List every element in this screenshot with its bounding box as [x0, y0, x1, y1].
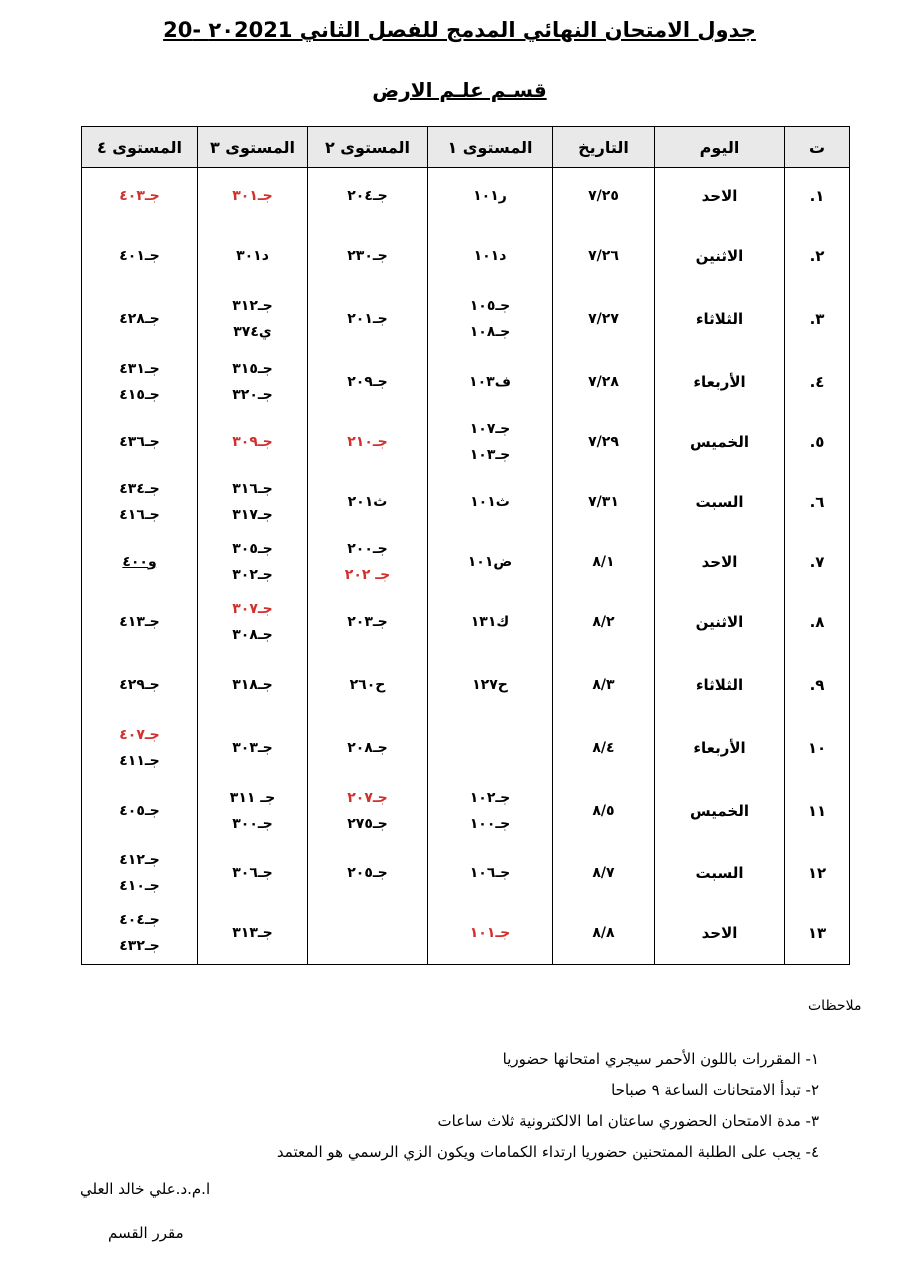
exam-schedule-table [81, 126, 850, 965]
row-day: الاحد [655, 903, 785, 965]
table-row [82, 780, 850, 843]
course-code: ض١٠١ [467, 554, 513, 570]
course-code: جـ٢٠١ [347, 311, 388, 327]
header-day: اليوم [655, 127, 785, 168]
course-code: جـ٤١٢ [119, 851, 160, 868]
row-index: ٨. [785, 591, 850, 654]
course-code: جـ٤٠٤ [119, 912, 160, 929]
course-code: جـ٢٠٣ [347, 614, 388, 630]
header-level-4: المستوى ٤ [82, 127, 198, 168]
course-code: جـ٤١١ [119, 753, 160, 769]
course-code: جـ٤١٥ [119, 387, 160, 403]
level-3-courses [198, 414, 308, 471]
level-1-courses [428, 168, 553, 225]
level-3-courses [198, 654, 308, 717]
course-code: جـ٣١٧ [232, 507, 273, 523]
course-code: جـ٢٠٩ [347, 374, 388, 390]
row-day: الأربعاء [655, 351, 785, 414]
row-index: ١٣ [785, 903, 850, 965]
row-day: الثلاثاء [655, 654, 785, 717]
course-code: و٤٠٠ [122, 554, 157, 570]
course-code: جـ٤٣٤ [119, 481, 160, 497]
level-3-courses [198, 843, 308, 903]
level-2-courses [308, 843, 428, 903]
course-code: ف١٠٣ [469, 374, 511, 390]
course-code: جـ٣١٨ [232, 677, 273, 693]
table-header-row [82, 127, 850, 168]
header-level-1: المستوى ١ [428, 127, 553, 168]
course-code: جـ٣٠٣ [232, 740, 273, 756]
notes-label: ملاحظات [808, 998, 862, 1014]
level-4-courses [82, 534, 198, 591]
level-3-courses [198, 534, 308, 591]
row-index: ٢. [785, 225, 850, 288]
course-code: جـ٣٠٧ [232, 601, 273, 617]
course-code: جـ٤٠٣ [119, 188, 160, 205]
header-level-2: المستوى ٢ [308, 127, 428, 168]
level-1-courses [428, 288, 553, 351]
course-code: جـ٣٠٩ [232, 434, 273, 450]
course-code: جـ١٠٨ [469, 324, 511, 340]
course-code: جـ١٠٣ [469, 447, 511, 463]
course-code: جـ٣٠٥ [232, 541, 273, 557]
level-1-courses [428, 471, 553, 534]
course-code: جـ١٠٦ [469, 864, 511, 881]
row-index: ٩. [785, 654, 850, 717]
course-code: ك١٣١ [470, 614, 510, 630]
course-code: جـ٣١٥ [232, 361, 273, 377]
row-day: الخميس [655, 780, 785, 843]
level-4-courses [82, 225, 198, 288]
notes-list [277, 1044, 819, 1168]
table-body [82, 168, 850, 965]
course-code: جـ٤٣٢ [119, 938, 160, 955]
level-3-courses [198, 780, 308, 843]
course-code: جـ٤١٣ [119, 614, 160, 630]
row-date: ٧/٢٩ [553, 414, 655, 471]
course-code: ر١٠١ [473, 188, 507, 205]
level-3-courses [198, 351, 308, 414]
level-4-courses [82, 351, 198, 414]
header-date: التاريخ [553, 127, 655, 168]
level-4-courses [82, 168, 198, 225]
table-row [82, 288, 850, 351]
level-2-courses [308, 903, 428, 965]
level-4-courses [82, 288, 198, 351]
row-date: ٨/٧ [553, 843, 655, 903]
row-index: ١١ [785, 780, 850, 843]
table-row [82, 903, 850, 965]
row-day: السبت [655, 843, 785, 903]
row-date: ٨/٨ [553, 903, 655, 965]
level-4-courses [82, 414, 198, 471]
table-row [82, 717, 850, 780]
course-code: جـ١٠١ [469, 925, 511, 942]
table-row [82, 534, 850, 591]
course-code: جـ٢٠٥ [347, 864, 388, 881]
row-day: السبت [655, 471, 785, 534]
row-day: الاحد [655, 534, 785, 591]
level-4-courses [82, 903, 198, 965]
course-code: جـ٣١٢ [232, 298, 273, 314]
level-1-courses [428, 780, 553, 843]
level-1-courses [428, 225, 553, 288]
course-code: جـ٣١٣ [232, 925, 273, 942]
course-code: د١٠١ [473, 248, 507, 264]
course-code: جـ٤٢٩ [119, 677, 160, 693]
signature-name: ا.م.د.علي خالد العلي [80, 1180, 211, 1198]
row-index: ٧. [785, 534, 850, 591]
row-index: ٥. [785, 414, 850, 471]
level-2-courses [308, 225, 428, 288]
course-code: جـ٣٠٢ [232, 567, 273, 583]
row-day: الاثنين [655, 225, 785, 288]
level-3-courses [198, 168, 308, 225]
course-code: جـ ٢٠٢ [344, 567, 391, 583]
course-code: جـ٣٠١ [232, 188, 273, 205]
level-1-courses [428, 843, 553, 903]
course-code: ي٣٧٤ [233, 324, 272, 340]
row-date: ٨/٥ [553, 780, 655, 843]
level-2-courses [308, 534, 428, 591]
course-code: ث٢٠١ [347, 494, 388, 510]
course-code: جـ٢٠٧ [347, 790, 388, 806]
table-row [82, 654, 850, 717]
course-code: جـ١٠٧ [469, 421, 511, 437]
level-1-courses [428, 903, 553, 965]
level-4-courses [82, 654, 198, 717]
table-row [82, 351, 850, 414]
level-1-courses [428, 351, 553, 414]
level-3-courses [198, 903, 308, 965]
level-2-courses [308, 471, 428, 534]
table-row [82, 471, 850, 534]
course-code: جـ٢٠٤ [347, 188, 388, 205]
row-index: ٦. [785, 471, 850, 534]
level-1-courses [428, 591, 553, 654]
level-2-courses [308, 414, 428, 471]
course-code: جـ٤٠٥ [119, 803, 160, 819]
note-item: ٣- مدة الامتحان الحضوري ساعتان اما الالكترونية ثلاث ساعات [437, 1112, 819, 1130]
course-code: جـ١٠٥ [469, 298, 511, 314]
row-date: ٨/٢ [553, 591, 655, 654]
row-date: ٧/٢٧ [553, 288, 655, 351]
course-code: جـ١٠٠ [469, 816, 511, 832]
course-code: جـ٢٧٥ [347, 816, 388, 832]
page-title: جدول الامتحان النهائي المدمج للفصل الثاني ٢٠2021 -20 [163, 18, 756, 42]
course-code: جـ٤١٦ [119, 507, 160, 523]
row-date: ٧/٣١ [553, 471, 655, 534]
level-3-courses [198, 225, 308, 288]
course-code: جـ٤٠١ [119, 248, 160, 264]
level-4-courses [82, 843, 198, 903]
row-date: ٧/٢٦ [553, 225, 655, 288]
course-code: جـ٤٢٨ [119, 311, 160, 327]
row-day: الاثنين [655, 591, 785, 654]
course-code: جـ٣١٦ [232, 481, 273, 497]
row-day: الثلاثاء [655, 288, 785, 351]
note-item: ٤- يجب على الطلبة الممتحنين حضوريا ارتداء الكمامات ويكون الزي الرسمي هو المعتمد [276, 1143, 819, 1161]
course-code: ح٢٦٠ [349, 677, 386, 693]
header-level-3: المستوى ٣ [198, 127, 308, 168]
row-index: ١٢ [785, 843, 850, 903]
course-code: جـ٣٠٨ [232, 627, 273, 643]
course-code: جـ٣٠٠ [232, 816, 273, 832]
row-date: ٧/٢٥ [553, 168, 655, 225]
table-row [82, 414, 850, 471]
level-4-courses [82, 591, 198, 654]
level-3-courses [198, 471, 308, 534]
row-index: ١٠ [785, 717, 850, 780]
row-date: ٧/٢٨ [553, 351, 655, 414]
course-code: جـ٢٠٨ [347, 740, 388, 756]
level-3-courses [198, 288, 308, 351]
level-4-courses [82, 717, 198, 780]
level-3-courses [198, 717, 308, 780]
level-2-courses [308, 168, 428, 225]
table-row [82, 168, 850, 225]
course-code: ث١٠١ [470, 494, 510, 510]
level-2-courses [308, 717, 428, 780]
course-code: د٣٠١ [236, 248, 269, 264]
level-2-courses [308, 591, 428, 654]
course-code: جـ٣٠٦ [232, 864, 273, 881]
course-code: ح١٢٧ [472, 677, 508, 693]
row-date: ٨/٣ [553, 654, 655, 717]
level-4-courses [82, 780, 198, 843]
course-code: جـ٢٣٠ [347, 248, 388, 264]
level-2-courses [308, 780, 428, 843]
course-code: جـ٤٣٦ [119, 434, 160, 450]
note-item: ١- المقررات باللون الأحمر سيجري امتحانها حضوريا [502, 1050, 819, 1068]
row-index: ١. [785, 168, 850, 225]
level-3-courses [198, 591, 308, 654]
level-2-courses [308, 288, 428, 351]
row-day: الاحد [655, 168, 785, 225]
table-row [82, 225, 850, 288]
table-row [82, 843, 850, 903]
row-index: ٤. [785, 351, 850, 414]
row-date: ٨/٤ [553, 717, 655, 780]
course-code: جـ٤٣١ [119, 361, 160, 377]
row-date: ٨/١ [553, 534, 655, 591]
course-code: جـ ٣١١ [229, 790, 276, 806]
course-code: جـ٢٠٠ [347, 541, 388, 557]
header-index: ت [785, 127, 850, 168]
level-4-courses [82, 471, 198, 534]
signature-role: مقرر القسم [108, 1224, 184, 1242]
table-row [82, 591, 850, 654]
level-2-courses [308, 654, 428, 717]
course-code: جـ٣٢٠ [232, 387, 273, 403]
level-1-courses [428, 534, 553, 591]
level-1-courses [428, 414, 553, 471]
row-day: الأربعاء [655, 717, 785, 780]
level-1-courses [428, 654, 553, 717]
row-index: ٣. [785, 288, 850, 351]
course-code: جـ٢١٠ [347, 434, 388, 450]
level-2-courses [308, 351, 428, 414]
course-code: جـ١٠٢ [469, 790, 511, 806]
department-title: قسـم علـم الارض [372, 78, 547, 102]
course-code: جـ٤١٠ [119, 877, 160, 894]
course-code: جـ٤٠٧ [119, 727, 160, 743]
level-1-courses [428, 717, 553, 780]
note-item: ٢- تبدأ الامتحانات الساعة ٩ صباحا [611, 1081, 819, 1099]
row-day: الخميس [655, 414, 785, 471]
